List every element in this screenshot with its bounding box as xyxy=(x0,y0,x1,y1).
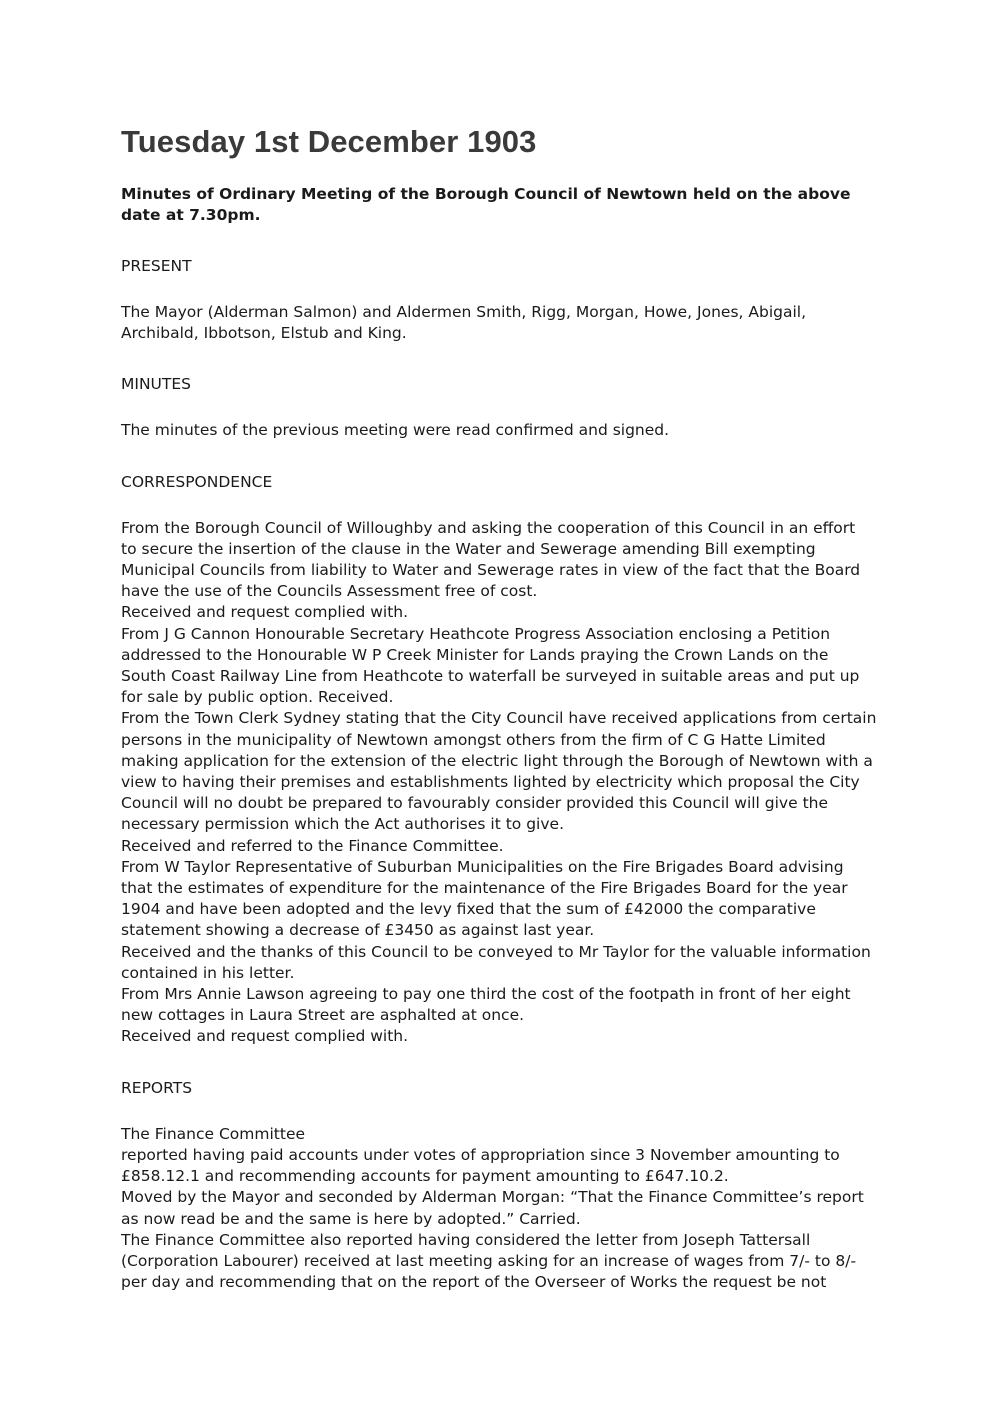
text-line: South Coast Railway Line from Heathcote to waterfall be surveyed in suitable areas and put up xyxy=(121,667,860,686)
text-line: for sale by public option. Received. xyxy=(121,688,394,707)
section-body-reports xyxy=(121,1124,881,1294)
text-line: contained in his letter. xyxy=(121,963,295,982)
text-line: The Mayor (Alderman Salmon) and Aldermen Smith, Rigg, Morgan, Howe, Jones, Abigail, xyxy=(121,303,806,321)
text-line: necessary permission which the Act authorises it to give. xyxy=(121,815,564,834)
document-title: Tuesday 1st December 1903 xyxy=(121,124,537,159)
section-body-minutes xyxy=(121,420,881,441)
text-line: to secure the insertion of the clause in the Water and Sewerage amending Bill exempting xyxy=(121,539,816,558)
text-line: Received and referred to the Finance Committee. xyxy=(121,836,504,855)
section-heading-present: PRESENT xyxy=(121,257,192,275)
text-line: Moved by the Mayor and seconded by Alderman Morgan: “That the Finance Committee’s report xyxy=(121,1188,864,1207)
text-line: From the Town Clerk Sydney stating that the City Council have received applications from certain xyxy=(121,709,877,728)
text-line: reported having paid accounts under votes of appropriation since 3 November amounting to xyxy=(121,1145,840,1164)
text-line: as now read be and the same is here by adopted.” Carried. xyxy=(121,1209,581,1228)
text-line: From J G Cannon Honourable Secretary Heathcote Progress Association enclosing a Petition xyxy=(121,624,831,643)
section-body-present xyxy=(121,302,881,344)
text-line: From the Borough Council of Willoughby and asking the cooperation of this Council in an effort xyxy=(121,518,856,537)
text-line: The Finance Committee also reported having considered the letter from Joseph Tattersall xyxy=(121,1230,811,1249)
text-line: Archibald, Ibbotson, Elstub and King. xyxy=(121,324,407,343)
text-line: From Mrs Annie Lawson agreeing to pay one third the cost of the footpath in front of her eight xyxy=(121,985,851,1004)
text-line: Received and request complied with. xyxy=(121,1027,409,1046)
subtitle-line: Minutes of Ordinary Meeting of the Borough Council of Newtown held on the above xyxy=(121,185,851,203)
text-line: 1904 and have been adopted and the levy fixed that the sum of £42000 the comparative xyxy=(121,900,816,919)
text-line: The minutes of the previous meeting were read confirmed and signed. xyxy=(121,421,670,440)
section-heading-reports: REPORTS xyxy=(121,1078,193,1097)
text-line: new cottages in Laura Street are asphalted at once. xyxy=(121,1006,525,1025)
text-line: statement showing a decrease of £3450 as against last year. xyxy=(121,921,595,940)
meeting-subtitle xyxy=(121,184,881,226)
text-line: that the estimates of expenditure for the maintenance of the Fire Brigades Board for the year xyxy=(121,879,848,898)
text-line: have the use of the Councils Assessment free of cost. xyxy=(121,582,538,601)
text-line: addressed to the Honourable W P Creek Minister for Lands praying the Crown Lands on the xyxy=(121,645,829,664)
section-body-correspondence xyxy=(121,518,881,1048)
section-heading-minutes: MINUTES xyxy=(121,375,191,394)
text-line: per day and recommending that on the report of the Overseer of Works the request be not xyxy=(121,1273,827,1292)
document-page xyxy=(121,122,881,1293)
text-line: Received and request complied with. xyxy=(121,603,409,622)
text-line: persons in the municipality of Newtown amongst others from the firm of C G Hatte Limited xyxy=(121,730,826,749)
subtitle-line: date at 7.30pm. xyxy=(121,206,261,224)
section-heading-correspondence: CORRESPONDENCE xyxy=(121,472,273,491)
text-line: view to having their premises and establishments lighted by electricity which proposal the City xyxy=(121,773,860,792)
text-line: making application for the extension of the electric light through the Borough of Newtown with a xyxy=(121,751,873,770)
text-line: Received and the thanks of this Council to be conveyed to Mr Taylor for the valuable information xyxy=(121,942,871,961)
text-line: £858.12.1 and recommending accounts for payment amounting to £647.10.2. xyxy=(121,1167,729,1186)
text-line: Municipal Councils from liability to Water and Sewerage rates in view of the fact that the Board xyxy=(121,561,861,580)
text-line: Council will no doubt be prepared to favourably consider provided this Council will give the xyxy=(121,794,829,813)
text-line: From W Taylor Representative of Suburban Municipalities on the Fire Brigades Board advising xyxy=(121,857,844,876)
text-line: (Corporation Labourer) received at last meeting asking for an increase of wages from 7/- to 8/- xyxy=(121,1251,857,1270)
text-line: The Finance Committee xyxy=(121,1124,306,1143)
